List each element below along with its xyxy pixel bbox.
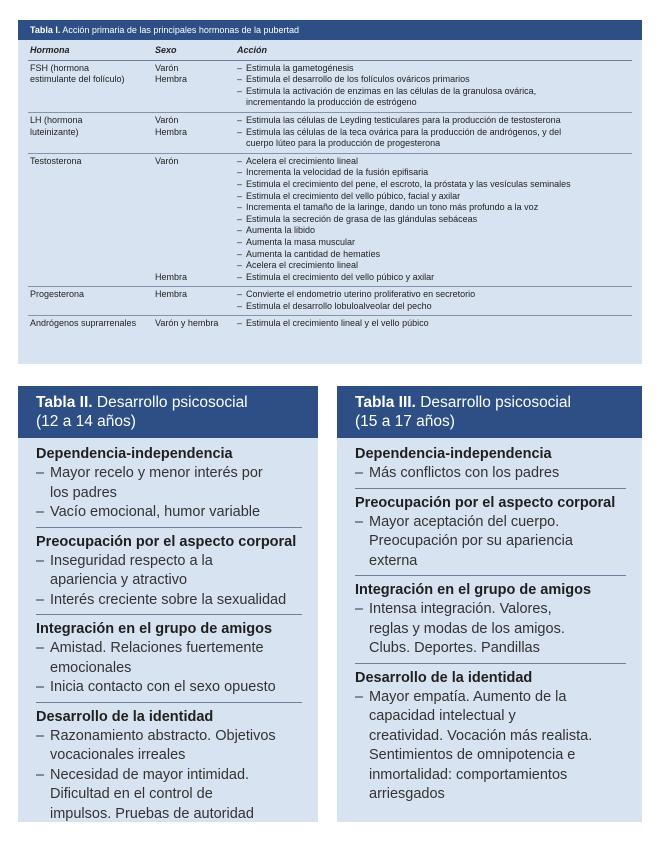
- action-line: Estimula el crecimiento del vello púbico, facial y axilar: [246, 190, 461, 201]
- table-row-fsh: [28, 61, 632, 113]
- list-item: – Amistad. Relaciones fuertemente emocionales: [36, 639, 302, 678]
- header-sexo: Sexo: [155, 45, 177, 55]
- table-1-header: [28, 40, 632, 61]
- list-item: – Intensa integración. Valores, reglas y modas de los amigos. Clubs. Deportes. Pandillas: [355, 600, 626, 659]
- hormone-line: estimulante del folículo): [30, 74, 125, 85]
- table-3-title-text: Desarrollo psicosocial: [420, 394, 571, 411]
- table-2-title-sub: (12 a 14 años): [36, 413, 136, 430]
- section-grupo-amigos: [36, 615, 302, 703]
- item-line: Necesidad de mayor intimidad.: [50, 766, 250, 783]
- action-item: – Estimula el desarrollo lobuloalveolar del pecho: [237, 301, 632, 313]
- action-item: – Aumenta la libido: [237, 225, 632, 237]
- item-line: Clubs. Deportes. Pandillas: [369, 640, 540, 656]
- sex-value: Varón y hembra: [155, 318, 219, 329]
- action-line: Acelera el crecimiento lineal: [246, 260, 359, 271]
- header-hormona: Hormona: [30, 45, 70, 55]
- hormone-line: LH (hormona: [30, 114, 83, 125]
- table-3-title: [337, 386, 642, 438]
- section-heading: Desarrollo de la identidad: [36, 708, 214, 725]
- action-item: – Estimula el crecimiento del pene, el escroto, la próstata y las vesículas seminales: [237, 179, 632, 191]
- table-1-title-label: Tabla I.: [30, 25, 61, 35]
- section-identidad: [355, 664, 626, 809]
- table-1-title-text: Acción primaria de las principales hormonas de la pubertad: [62, 25, 299, 35]
- table-1: [18, 20, 642, 364]
- action-item: – Estimula la activación de enzimas en las células de la granulosa ovárica, incrementando la producción de estrógeno: [237, 86, 632, 109]
- action-line: Estimula el crecimiento lineal y el vello púbico: [246, 318, 429, 329]
- section-dependencia: [355, 440, 626, 489]
- item-line: vocacionales irreales: [50, 747, 186, 763]
- action-cell: [237, 63, 632, 109]
- item-line: arriesgados: [369, 786, 445, 802]
- sex-value: Varón: [155, 155, 179, 166]
- list-item: – Mayor recelo y menor interés por los padres: [36, 464, 302, 503]
- item-line: Dificultad en el control de: [50, 786, 213, 802]
- action-line: Aumenta la cantidad de hematíes: [246, 248, 381, 259]
- hormone-line: Progesterona: [30, 289, 85, 300]
- section-aspecto-corporal: [36, 528, 302, 616]
- table-row-progesterona: [28, 287, 632, 316]
- action-cell: [237, 289, 632, 312]
- hormone-line: luteinizante): [30, 126, 79, 137]
- item-line: Preocupación por su apariencia: [369, 533, 573, 549]
- sex-value: Hembra: [155, 126, 188, 137]
- action-item: – Acelera el crecimiento lineal: [237, 156, 632, 168]
- item-line: Interés creciente sobre la sexualidad: [50, 591, 287, 608]
- item-line: capacidad intelectual y: [369, 708, 516, 724]
- list-item: – Razonamiento abstracto. Objetivos vocacionales irreales: [36, 727, 302, 766]
- section-heading: Integración en el grupo de amigos: [355, 582, 592, 598]
- section-heading: Integración en el grupo de amigos: [36, 621, 273, 637]
- item-line: Inicia contacto con el sexo opuesto: [50, 679, 276, 695]
- item-line: impulsos. Pruebas de autoridad: [50, 805, 254, 822]
- table-3: [337, 386, 642, 822]
- item-line: Razonamiento abstracto. Objetivos: [50, 727, 276, 744]
- item-line: Mayor aceptación del cuerpo.: [369, 513, 560, 530]
- table-2-title: [18, 386, 318, 438]
- action-item: – Aumenta la masa muscular: [237, 237, 632, 249]
- table-row-testosterona: [28, 154, 632, 288]
- table-1-title: [18, 20, 642, 40]
- action-item: – Estimula el crecimiento del vello púbico y axilar: [237, 272, 632, 284]
- hormone-cell: [28, 63, 155, 109]
- action-item: – Estimula el crecimiento lineal y el vello púbico: [237, 318, 632, 330]
- item-line: Mayor recelo y menor interés por: [50, 465, 263, 481]
- item-line: Sentimientos de omnipotencia e: [369, 747, 576, 763]
- item-line: Amistad. Relaciones fuertemente: [50, 640, 264, 656]
- action-line: cuerpo lúteo para la producción de progesterona: [246, 138, 441, 149]
- list-item: – Necesidad de mayor intimidad. Dificultad en el control de impulsos. Pruebas de autoridad: [36, 766, 302, 825]
- action-item: – Acelera el crecimiento lineal: [237, 260, 632, 272]
- list-item: – Mayor empatía. Aumento de la capacidad intelectual y creatividad. Vocación más realista. Sentimientos de omnipotencia e inmortalidad: comportamientos arriesgados: [355, 688, 626, 805]
- action-line: Estimula la secreción de grasa de las glándulas sebáceas: [246, 213, 478, 224]
- action-cell: [237, 115, 632, 150]
- action-item: – Estimula las células de la teca ovárica para la producción de andrógenos, y del cuerpo lúteo para la producción de progesterona: [237, 127, 632, 150]
- action-line: Acelera el crecimiento lineal: [246, 155, 359, 166]
- list-item: – Vacío emocional, humor variable: [36, 503, 302, 523]
- sex-cell: [155, 63, 237, 109]
- table-3-title-label: Tabla III.: [355, 394, 416, 411]
- item-line: Vacío emocional, humor variable: [50, 504, 261, 520]
- action-line: Aumenta la libido: [246, 225, 316, 236]
- sex-cell: [155, 289, 237, 312]
- hormone-line: Testosterona: [30, 155, 82, 166]
- item-line: Inseguridad respecto a la: [50, 552, 213, 569]
- action-cell: [237, 318, 632, 330]
- action-line: Estimula el desarrollo de los folículos ováricos primarios: [246, 74, 470, 85]
- item-line: Intensa integración. Valores,: [369, 601, 552, 617]
- item-line: Más conflictos con los padres: [369, 465, 560, 481]
- section-grupo-amigos: [355, 576, 626, 664]
- table-3-title-sub: (15 a 17 años): [355, 413, 455, 430]
- action-line: Aumenta la masa muscular: [246, 236, 356, 247]
- item-line: apariencia y atractivo: [50, 572, 188, 588]
- sex-value: Hembra: [155, 271, 188, 282]
- section-heading: Preocupación por el aspecto corporal: [36, 533, 297, 550]
- hormone-cell: [28, 115, 155, 150]
- list-item: – Inseguridad respecto a la apariencia y atractivo: [36, 552, 302, 591]
- action-item: – Estimula el desarrollo de los folículos ováricos primarios: [237, 74, 632, 86]
- header-accion: Acción: [237, 45, 268, 55]
- section-heading: Desarrollo de la identidad: [355, 669, 533, 686]
- action-line: Incrementa el tamaño de la laringe, dando un tono más profundo a la voz: [246, 202, 539, 213]
- list-item: – Inicia contacto con el sexo opuesto: [36, 678, 302, 698]
- section-heading: Preocupación por el aspecto corporal: [355, 494, 616, 511]
- action-item: – Incrementa el tamaño de la laringe, dando un tono más profundo a la voz: [237, 202, 632, 214]
- action-line: Estimula el crecimiento del vello púbico y axilar: [246, 271, 435, 282]
- sex-cell: [155, 115, 237, 150]
- section-dependencia: [36, 440, 302, 528]
- action-item: – Aumenta la cantidad de hematíes: [237, 249, 632, 261]
- table-2-body: [18, 438, 318, 828]
- sex-value: Hembra: [155, 289, 188, 300]
- hormone-cell: [28, 289, 155, 312]
- action-line: incrementando la producción de estrógeno: [246, 97, 417, 108]
- item-line: inmortalidad: comportamientos: [369, 766, 568, 783]
- table-row-androgenos: [28, 316, 632, 333]
- sex-cell: [155, 156, 237, 284]
- table-2: [18, 386, 318, 822]
- action-item: – Estimula la gametogénesis: [237, 63, 632, 75]
- hormone-line: Andrógenos suprarrenales: [30, 318, 137, 329]
- table-3-body: [337, 438, 642, 809]
- item-line: Mayor empatía. Aumento de la: [369, 688, 567, 705]
- section-heading: Dependencia-independencia: [355, 446, 552, 462]
- action-line: Estimula la gametogénesis: [246, 62, 354, 73]
- sex-value: Varón: [155, 114, 179, 125]
- section-heading: Dependencia-independencia: [36, 446, 233, 462]
- action-line: Estimula la activación de enzimas en las células de la granulosa ovárica,: [246, 85, 537, 96]
- action-line: Estimula las células de Leyding testiculares para la producción de testosterona: [246, 114, 561, 125]
- table-2-title-text: Desarrollo psicosocial: [96, 394, 248, 411]
- action-item: – Estimula las células de Leyding testiculares para la producción de testosterona: [237, 115, 632, 127]
- action-item: – Incrementa la velocidad de la fusión epifisaria: [237, 167, 632, 179]
- list-item: – Mayor aceptación del cuerpo. Preocupación por su apariencia externa: [355, 513, 626, 572]
- section-aspecto-corporal: [355, 489, 626, 577]
- list-item: – Más conflictos con los padres: [355, 464, 626, 484]
- action-line: Estimula el desarrollo lobuloalveolar del pecho: [246, 300, 432, 311]
- sex-value: Hembra: [155, 74, 188, 85]
- action-line: Convierte el endometrio uterino proliferativo en secretorio: [246, 289, 476, 300]
- list-item: – Interés creciente sobre la sexualidad: [36, 591, 302, 611]
- item-line: emocionales: [50, 659, 132, 676]
- item-line: creatividad. Vocación más realista.: [369, 727, 593, 744]
- action-line: Estimula el crecimiento del pene, el escroto, la próstata y las vesículas seminales: [246, 178, 571, 189]
- action-item: – Estimula el crecimiento del vello púbico, facial y axilar: [237, 191, 632, 203]
- action-line: Estimula las células de la teca ovárica para la producción de andrógenos, y del: [246, 126, 562, 137]
- action-item: – Convierte el endometrio uterino proliferativo en secretorio: [237, 289, 632, 301]
- hormone-cell: [28, 318, 155, 330]
- sex-value: Varón: [155, 62, 179, 73]
- section-identidad: [36, 703, 302, 829]
- table-2-title-label: Tabla II.: [36, 394, 93, 411]
- hormone-cell: [28, 156, 155, 284]
- item-line: reglas y modas de los amigos.: [369, 620, 565, 637]
- sex-cell: [155, 318, 237, 330]
- action-line: Incrementa la velocidad de la fusión epifisaria: [246, 167, 429, 178]
- action-cell: [237, 156, 632, 284]
- item-line: externa: [369, 552, 418, 569]
- table-row-lh: [28, 113, 632, 154]
- hormone-line: FSH (hormona: [30, 62, 90, 73]
- action-item: – Estimula la secreción de grasa de las glándulas sebáceas: [237, 214, 632, 226]
- item-line: los padres: [50, 484, 117, 501]
